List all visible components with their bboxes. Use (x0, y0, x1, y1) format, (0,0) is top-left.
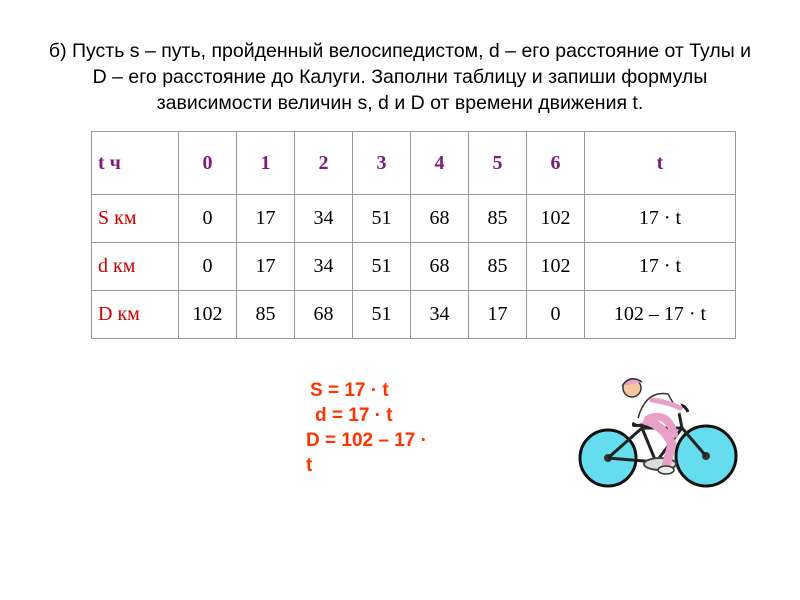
problem-text: б) Пусть s – путь, пройденный велосипедистом, d – его расстояние от Тулы и D – его расстояние до Калуги. Заполни таблицу и запиши формулы зависимости величин s, d и D от времени движения t. (48, 40, 752, 114)
table-cell: 102 (527, 195, 585, 243)
table-cell: 102 (527, 243, 585, 291)
table-cell: 0 (527, 291, 585, 339)
table-header-row (92, 132, 736, 195)
table-row (92, 291, 736, 339)
row-label: D км (92, 291, 179, 339)
data-table (91, 131, 736, 339)
table-cell: 51 (353, 291, 411, 339)
formula-D-continued: t (306, 455, 313, 476)
table-cell: 0 (179, 195, 237, 243)
header-cell: 0 (179, 132, 237, 195)
row-label: S км (92, 195, 179, 243)
table-cell: 34 (295, 195, 353, 243)
table-row (92, 195, 736, 243)
header-cell: t ч (92, 132, 179, 195)
cyclist-clipart-icon (572, 372, 762, 492)
header-cell: 1 (237, 132, 295, 195)
table-cell: 51 (353, 195, 411, 243)
formula-d: d = 17 · t (315, 405, 393, 426)
header-cell: 3 (353, 132, 411, 195)
table-row (92, 243, 736, 291)
formula-D: D = 102 – 17 · (306, 430, 427, 451)
header-cell: 6 (527, 132, 585, 195)
table-cell: 85 (469, 243, 527, 291)
table-cell: 68 (411, 195, 469, 243)
table-cell: 68 (411, 243, 469, 291)
formula-s: S = 17 · t (310, 380, 389, 401)
formula-block (306, 378, 506, 478)
table-cell: 17 · t (585, 195, 736, 243)
table-cell: 85 (469, 195, 527, 243)
table-cell: 51 (353, 243, 411, 291)
header-cell: 4 (411, 132, 469, 195)
table-cell: 102 (179, 291, 237, 339)
table-cell: 17 (237, 243, 295, 291)
header-cell: 2 (295, 132, 353, 195)
header-cell: 5 (469, 132, 527, 195)
table-cell: 102 – 17 · t (585, 291, 736, 339)
table-cell: 17 (237, 195, 295, 243)
table-cell: 17 · t (585, 243, 736, 291)
header-cell: t (585, 132, 736, 195)
table-cell: 34 (295, 243, 353, 291)
table-cell: 0 (179, 243, 237, 291)
table-cell: 68 (295, 291, 353, 339)
row-label: d км (92, 243, 179, 291)
table-cell: 17 (469, 291, 527, 339)
table-cell: 85 (237, 291, 295, 339)
table-cell: 34 (411, 291, 469, 339)
